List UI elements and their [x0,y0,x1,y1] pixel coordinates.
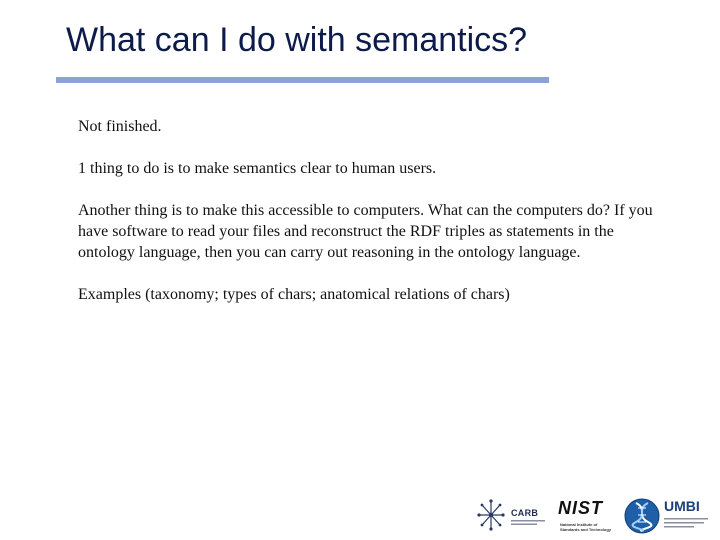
nist-logo-text: NIST [558,498,604,518]
paragraph-not-finished: Not finished. [78,118,162,135]
carb-logo [476,498,546,536]
paragraph-examples: Examples (taxonomy; types of chars; anatomical relations of chars) [78,286,510,303]
umbi-logo-text: UMBI [664,498,700,514]
title-underline [56,77,549,83]
paragraph-computers: Another thing is to make this accessible to computers. What can the computers do? If you have software to read your files and reconstruct the RDF triples as statements in the ontology language, then you can carry out reasoning in the ontology language. [78,202,653,261]
slide-body [78,116,663,326]
umbi-globe-icon [624,498,660,534]
carb-logo-icon [476,498,506,532]
nist-logo [556,498,618,536]
paragraph-human-users: 1 thing to do is to make semantics clear to human users. [78,160,437,177]
carb-logo-text: CARB [511,508,539,518]
slide-title: What can I do with semantics? [66,21,528,59]
umbi-logo [624,496,720,538]
carb-tagline-lines [511,520,547,526]
umbi-tagline-lines [664,517,714,529]
nist-logo-subtitle: National Institute of Standards and Technology [560,522,612,532]
sponsor-logos [470,494,720,540]
